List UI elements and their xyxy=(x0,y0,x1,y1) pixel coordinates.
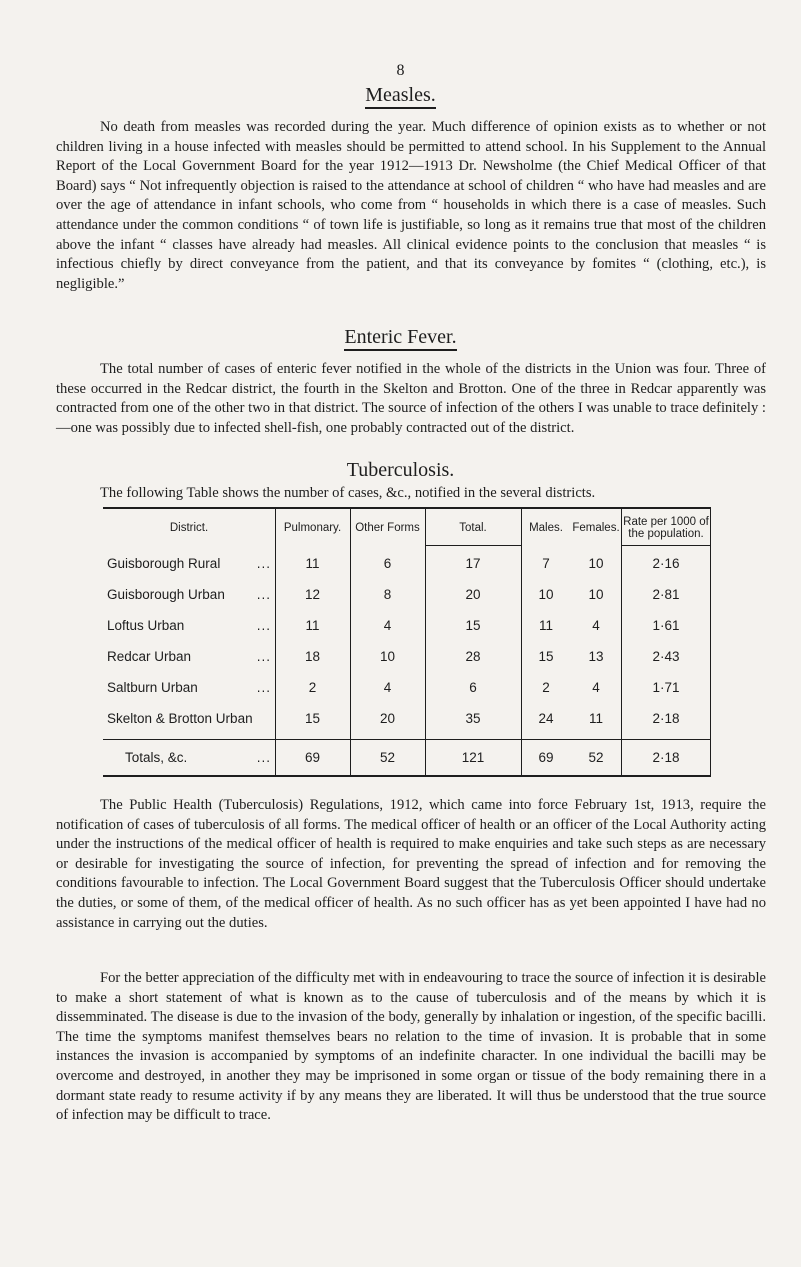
cell-rate: 2·18 xyxy=(652,711,680,726)
table-header-rule xyxy=(425,545,521,546)
cell-rate: 2·16 xyxy=(652,556,680,571)
cell-district: Guisborough Rural ... xyxy=(107,556,271,571)
cell-rate: 1·61 xyxy=(652,618,680,633)
cell-other-forms: 10 xyxy=(379,649,396,664)
cell-total: 17 xyxy=(465,556,481,571)
cell-other-forms: 6 xyxy=(383,556,392,571)
cell-males: 69 xyxy=(538,750,554,765)
cell-rate: 2·81 xyxy=(652,587,680,602)
column-header-males: Males. xyxy=(529,522,563,534)
cell-rate: 2·43 xyxy=(652,649,680,664)
enteric-heading: Enteric Fever. xyxy=(0,326,801,351)
cell-other-forms: 4 xyxy=(383,618,392,633)
cell-males: 2 xyxy=(542,680,550,695)
cell-district: Skelton & Brotton Urban xyxy=(107,711,253,726)
table-header-rule xyxy=(621,545,711,546)
cell-district: Guisborough Urban ... xyxy=(107,587,271,602)
cell-other-forms: 52 xyxy=(379,750,396,765)
column-header-total: Total. xyxy=(459,522,487,534)
cell-males: 15 xyxy=(538,649,554,664)
cell-other-forms: 8 xyxy=(383,587,392,602)
table-col-divider xyxy=(425,507,426,776)
cell-males: 7 xyxy=(542,556,550,571)
table-top-rule xyxy=(103,507,711,509)
cell-females: 11 xyxy=(588,711,603,726)
tuberculosis-heading: Tuberculosis. xyxy=(346,459,455,481)
cell-males: 24 xyxy=(538,711,554,726)
cell-total: 20 xyxy=(465,587,481,602)
measles-heading: Measles. xyxy=(0,84,801,109)
cell-district: Saltburn Urban ... xyxy=(107,680,271,695)
cell-pulmonary: 69 xyxy=(304,750,321,765)
cell-pulmonary: 2 xyxy=(308,680,317,695)
cell-females: 10 xyxy=(588,587,604,602)
cell-rate: 1·71 xyxy=(652,680,680,695)
table-totals-rule xyxy=(103,739,711,740)
cell-total: 6 xyxy=(469,680,477,695)
cell-pulmonary: 11 xyxy=(305,556,320,571)
tuberculosis-paragraph-infection: For the better appreciation of the difficulty met with in endeavouring to trace the source of infection it is desirable to make a short statement of what is known as to the cause of tuberculosis and of the means by which it is dissemminated. The disease is due to the invasion of the body, generally by inhalation or ingestion, of the specific bacilli. The time the symptoms manifest themselves bears no relation to the time of invasion. It is probable that in some instances the invasion is accompanied by symptoms of an indefinite character. In one individual the bacilli may be overcome and destroyed, in another they may be imprisoned in some organ or tissue of the body remaining there in a dormant state ready to resume activity if by any means they are liberated. It will thus be understood that the true source of infection may be difficult to trace. xyxy=(56,970,766,1124)
column-header-district: District. xyxy=(169,522,209,534)
enteric-paragraph: The total number of cases of enteric fever notified in the whole of the districts in the Union was four. Three of these occurred in the Redcar district, the fourth in the Skelton and Brotton. One of the three in Redcar apparently was contracted from one of the other two in that district. The source of infection of the others I was unable to trace definitely :—one was possibly due to infected shell-fish, one probably contracted out of the district. xyxy=(56,361,766,436)
tuberculosis-table xyxy=(103,507,711,777)
cell-rate: 2·18 xyxy=(652,750,680,765)
cell-pulmonary: 15 xyxy=(304,711,321,726)
column-header-pulmonary: Pulmonary. xyxy=(283,522,342,534)
cell-females: 4 xyxy=(592,680,600,695)
cell-pulmonary: 12 xyxy=(304,587,321,602)
cell-pulmonary: 18 xyxy=(304,649,321,664)
tuberculosis-paragraph-regulations: The Public Health (Tuberculosis) Regulations, 1912, which came into force February 1st, 1913, require the notification of cases of tuberculosis of all forms. The medical officer of health or an officer of the Local Authority acting under the instructions of the medical officer of health is required to make enquiries and take such steps as are necessary or desirable for investigating the source of infection, for preventing the spread of infection and for removing the conditions favourable to infection. The Local Government Board suggest that the Tuberculosis Officer should undertake the duties, or some of them, of the medical officer of health. As no such officer has as yet been appointed I have had no assistance in carrying out the duties. xyxy=(56,797,766,931)
cell-females: 52 xyxy=(588,750,604,765)
cell-total: 121 xyxy=(461,750,485,765)
table-col-divider xyxy=(521,507,522,776)
table-col-divider xyxy=(621,507,622,776)
column-header-other-forms: Other Forms xyxy=(355,522,420,534)
table-bottom-rule xyxy=(103,775,711,777)
table-col-divider xyxy=(350,507,351,776)
tuberculosis-intro: The following Table shows the number of cases, &c., notified in the several districts. xyxy=(100,485,596,501)
cell-females: 10 xyxy=(588,556,604,571)
table-right-border xyxy=(710,507,711,776)
cell-total: 15 xyxy=(465,618,481,633)
cell-pulmonary: 11 xyxy=(305,618,320,633)
cell-females: 4 xyxy=(592,618,600,633)
column-header-rate: Rate per 1000 of the population. xyxy=(623,516,709,540)
cell-district: Loftus Urban ... xyxy=(107,618,271,633)
cell-other-forms: 4 xyxy=(383,680,392,695)
cell-total: 28 xyxy=(465,649,481,664)
cell-district: Redcar Urban ... xyxy=(107,649,271,664)
measles-paragraph: No death from measles was recorded during the year. Much difference of opinion exists as to whether or not children living in a house infected with measles should be permitted to attend school. In his Supplement to the Annual Report of the Local Government Board for the year 1912—1913 Dr. Newsholme (the Chief Medical Officer of that Board) says “ Not infrequently objection is raised to the attendance at school of children “ who have had measles and are over the age of attendance in infant schools, who come from “ households in which there is a case of measles. Such attendance under the common conditions “ of town life is justifiable, so long as it remains true that most of the children above the infant “ classes have already had measles. All clinical evidence points to the conclusion that measles “ is infectious chiefly by direct conveyance from the patient, and that its conveyance by fomites “ (clothing, etc.), is negligible.” xyxy=(56,119,766,292)
cell-district: Totals, &c. ... xyxy=(125,750,271,765)
column-header-females: Females. xyxy=(572,522,620,534)
table-col-divider xyxy=(275,507,276,776)
page-number: 8 xyxy=(396,62,405,79)
cell-males: 10 xyxy=(538,587,554,602)
cell-total: 35 xyxy=(465,711,481,726)
cell-females: 13 xyxy=(588,649,604,664)
cell-males: 11 xyxy=(538,618,553,633)
cell-other-forms: 20 xyxy=(379,711,396,726)
